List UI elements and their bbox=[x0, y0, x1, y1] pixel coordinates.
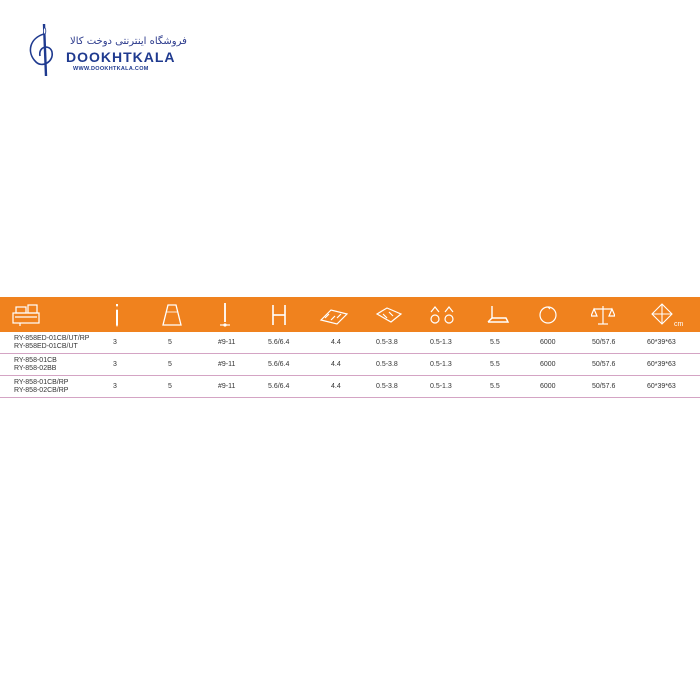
thread-cone-icon bbox=[160, 297, 184, 332]
needle-icon bbox=[110, 297, 124, 332]
table-header bbox=[0, 297, 700, 332]
serger-machine-icon bbox=[10, 297, 44, 332]
spec-value: 4.4 bbox=[331, 383, 341, 390]
spec-value: 5.5 bbox=[490, 339, 500, 346]
spec-value: 0.5-3.8 bbox=[376, 361, 398, 368]
stitch-length-icon bbox=[374, 297, 404, 332]
model-name: RY-858-01CB bbox=[14, 356, 57, 364]
spec-value: 0.5-3.8 bbox=[376, 339, 398, 346]
spec-value: 0.5-1.3 bbox=[430, 339, 452, 346]
model-name: RY-858-02CB/RP bbox=[14, 386, 69, 394]
model-cell bbox=[14, 376, 68, 397]
spec-value: 50/57.6 bbox=[592, 361, 616, 368]
spec-value: 5.5 bbox=[490, 361, 500, 368]
table-row bbox=[0, 332, 700, 354]
box-dimensions-icon bbox=[648, 297, 684, 332]
spec-value: 0.5-3.8 bbox=[376, 383, 398, 390]
spec-value: 5.5 bbox=[490, 383, 500, 390]
needle-system-icon bbox=[218, 297, 232, 332]
spec-value: 50/57.6 bbox=[592, 383, 616, 390]
spec-value: 5 bbox=[168, 383, 172, 390]
table-row bbox=[0, 376, 700, 398]
spec-value: #9-11 bbox=[218, 383, 236, 390]
speed-circle-icon bbox=[536, 297, 560, 332]
stitch-width-icon bbox=[268, 297, 290, 332]
spec-value: 5 bbox=[168, 361, 172, 368]
logo-brand-name: DOOKHTKALA bbox=[66, 49, 176, 65]
weight-scale-icon bbox=[590, 297, 616, 332]
presser-foot-icon bbox=[483, 297, 511, 332]
model-name: RY-858ED-01CB/UT/RP bbox=[14, 334, 90, 342]
spec-value: 60*39*63 bbox=[647, 339, 676, 346]
spec-value: 50/57.6 bbox=[592, 339, 616, 346]
spec-value: 6000 bbox=[540, 361, 556, 368]
spec-value: 5 bbox=[168, 339, 172, 346]
needle-thread-logo-icon bbox=[22, 22, 66, 78]
table-row bbox=[0, 354, 700, 376]
spec-value: 60*39*63 bbox=[647, 361, 676, 368]
presser-foot-lift-icon bbox=[427, 297, 457, 332]
model-name: RY-858ED-01CB/UT bbox=[14, 342, 78, 350]
model-cell bbox=[14, 332, 89, 353]
spec-value: 6000 bbox=[540, 383, 556, 390]
spec-value: 4.4 bbox=[331, 361, 341, 368]
spec-value: #9-11 bbox=[218, 339, 236, 346]
spec-value: 5.6/6.4 bbox=[268, 361, 290, 368]
logo-persian-name: فروشگاه اینترنتی دوخت کالا bbox=[70, 36, 187, 47]
differential-feed-icon bbox=[318, 297, 350, 332]
spec-value: 0.5-1.3 bbox=[430, 383, 452, 390]
logo bbox=[22, 22, 187, 78]
spec-value: 4.4 bbox=[331, 339, 341, 346]
spec-value: 6000 bbox=[540, 339, 556, 346]
model-cell bbox=[14, 354, 57, 375]
spec-value: 0.5-1.3 bbox=[430, 361, 452, 368]
spec-value: 3 bbox=[113, 361, 117, 368]
model-name: RY-858-02BB bbox=[14, 364, 57, 372]
spec-value: 3 bbox=[113, 383, 117, 390]
spec-value: 3 bbox=[113, 339, 117, 346]
logo-url: WWW.DOOKHTKALA.COM bbox=[73, 66, 149, 72]
spec-table bbox=[0, 297, 700, 398]
spec-value: 5.6/6.4 bbox=[268, 383, 290, 390]
model-name: RY-858-01CB/RP bbox=[14, 378, 69, 386]
spec-value: 60*39*63 bbox=[647, 383, 676, 390]
spec-value: #9-11 bbox=[218, 361, 236, 368]
spec-value: 5.6/6.4 bbox=[268, 339, 290, 346]
unit-label: cm bbox=[674, 320, 684, 328]
